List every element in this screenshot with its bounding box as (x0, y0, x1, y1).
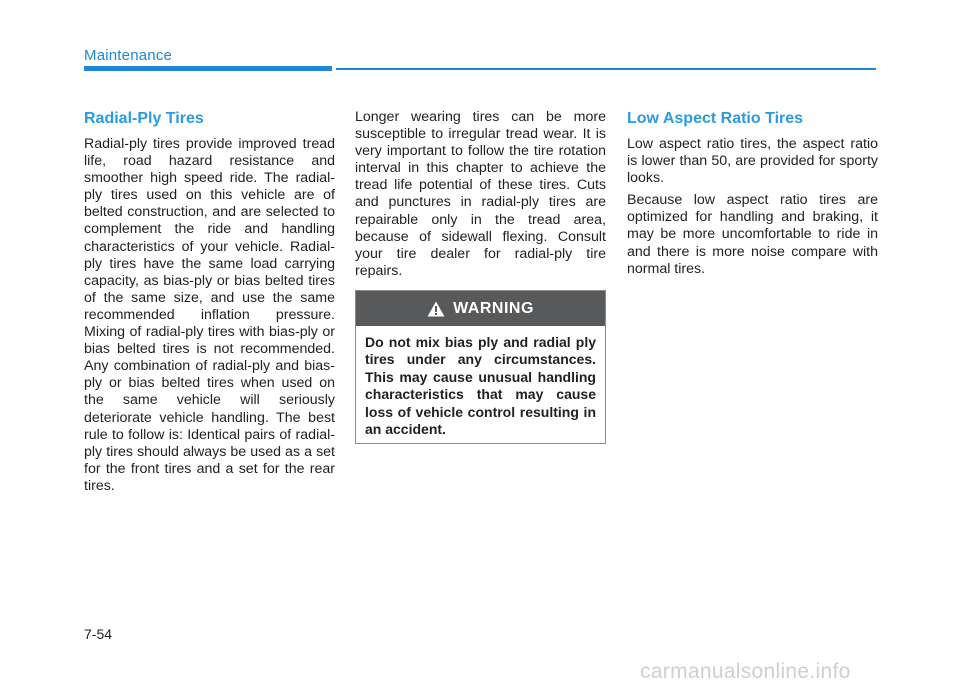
page-number: 7-54 (84, 626, 113, 642)
heading-low-aspect-ratio-tires: Low Aspect Ratio Tires (627, 110, 804, 127)
column-tread-wear (355, 109, 606, 285)
paragraph-tread-wear: Longer wearing tires can be more susceptible to irregular tread wear. It is very important to follow the tire rotation interval in this chapter to achieve the tread life potential of these tires. Cuts and punctures in radial-ply tires are repairable only in the tread area, because of sidewall flexing. Consult your tire dealer for radial-ply tire repairs. (355, 109, 606, 279)
paragraph-low-aspect-2: Because low aspect ratio tires are optimized for handling and braking, it may be more uncomfortable to ride in and there is more noise compare with normal tires. (627, 192, 878, 277)
section-title: Maintenance (84, 47, 173, 64)
watermark-text: carmanualsonline.info (640, 660, 851, 683)
column-low-aspect (627, 110, 878, 283)
header-rule-thick (84, 66, 332, 71)
warning-text: Do not mix bias ply and radial ply tires under any circumstances. This may cause unusual handling characteristics that may cause loss of vehicle control resulting in an accident. (365, 334, 596, 438)
header-rule-thin (336, 68, 876, 70)
warning-label: WARNING (453, 299, 534, 317)
column-radial-ply (84, 110, 335, 500)
paragraph-low-aspect-1: Low aspect ratio tires, the aspect ratio is lower than 50, are provided for sporty looks. (627, 136, 878, 187)
heading-radial-ply-tires: Radial-Ply Tires (84, 110, 204, 127)
paragraph-radial-ply: Radial-ply tires provide improved tread life, road hazard resistance and smoother high speed ride. The radial-ply tires used on this vehicle are of belted construction, and are selected to complement the ride and handling characteristics of your vehicle. Radial-ply tires have the same load carrying capacity, as bias-ply or bias belted tires of the same size, and use the same recommended inflation pressure. Mixing of radial-ply tires with bias-ply or bias belted tires is not recommended. Any combination of radial-ply and bias-ply or bias belted tires when used on the same vehicle will seriously deteriorate vehicle handling. The best rule to follow is: Identical pairs of radial-ply tires should always be used as a set for the front tires and a set for the rear tires. (84, 136, 335, 494)
warning-box (355, 290, 606, 444)
warning-triangle-icon (427, 301, 445, 317)
warning-header (356, 291, 605, 326)
